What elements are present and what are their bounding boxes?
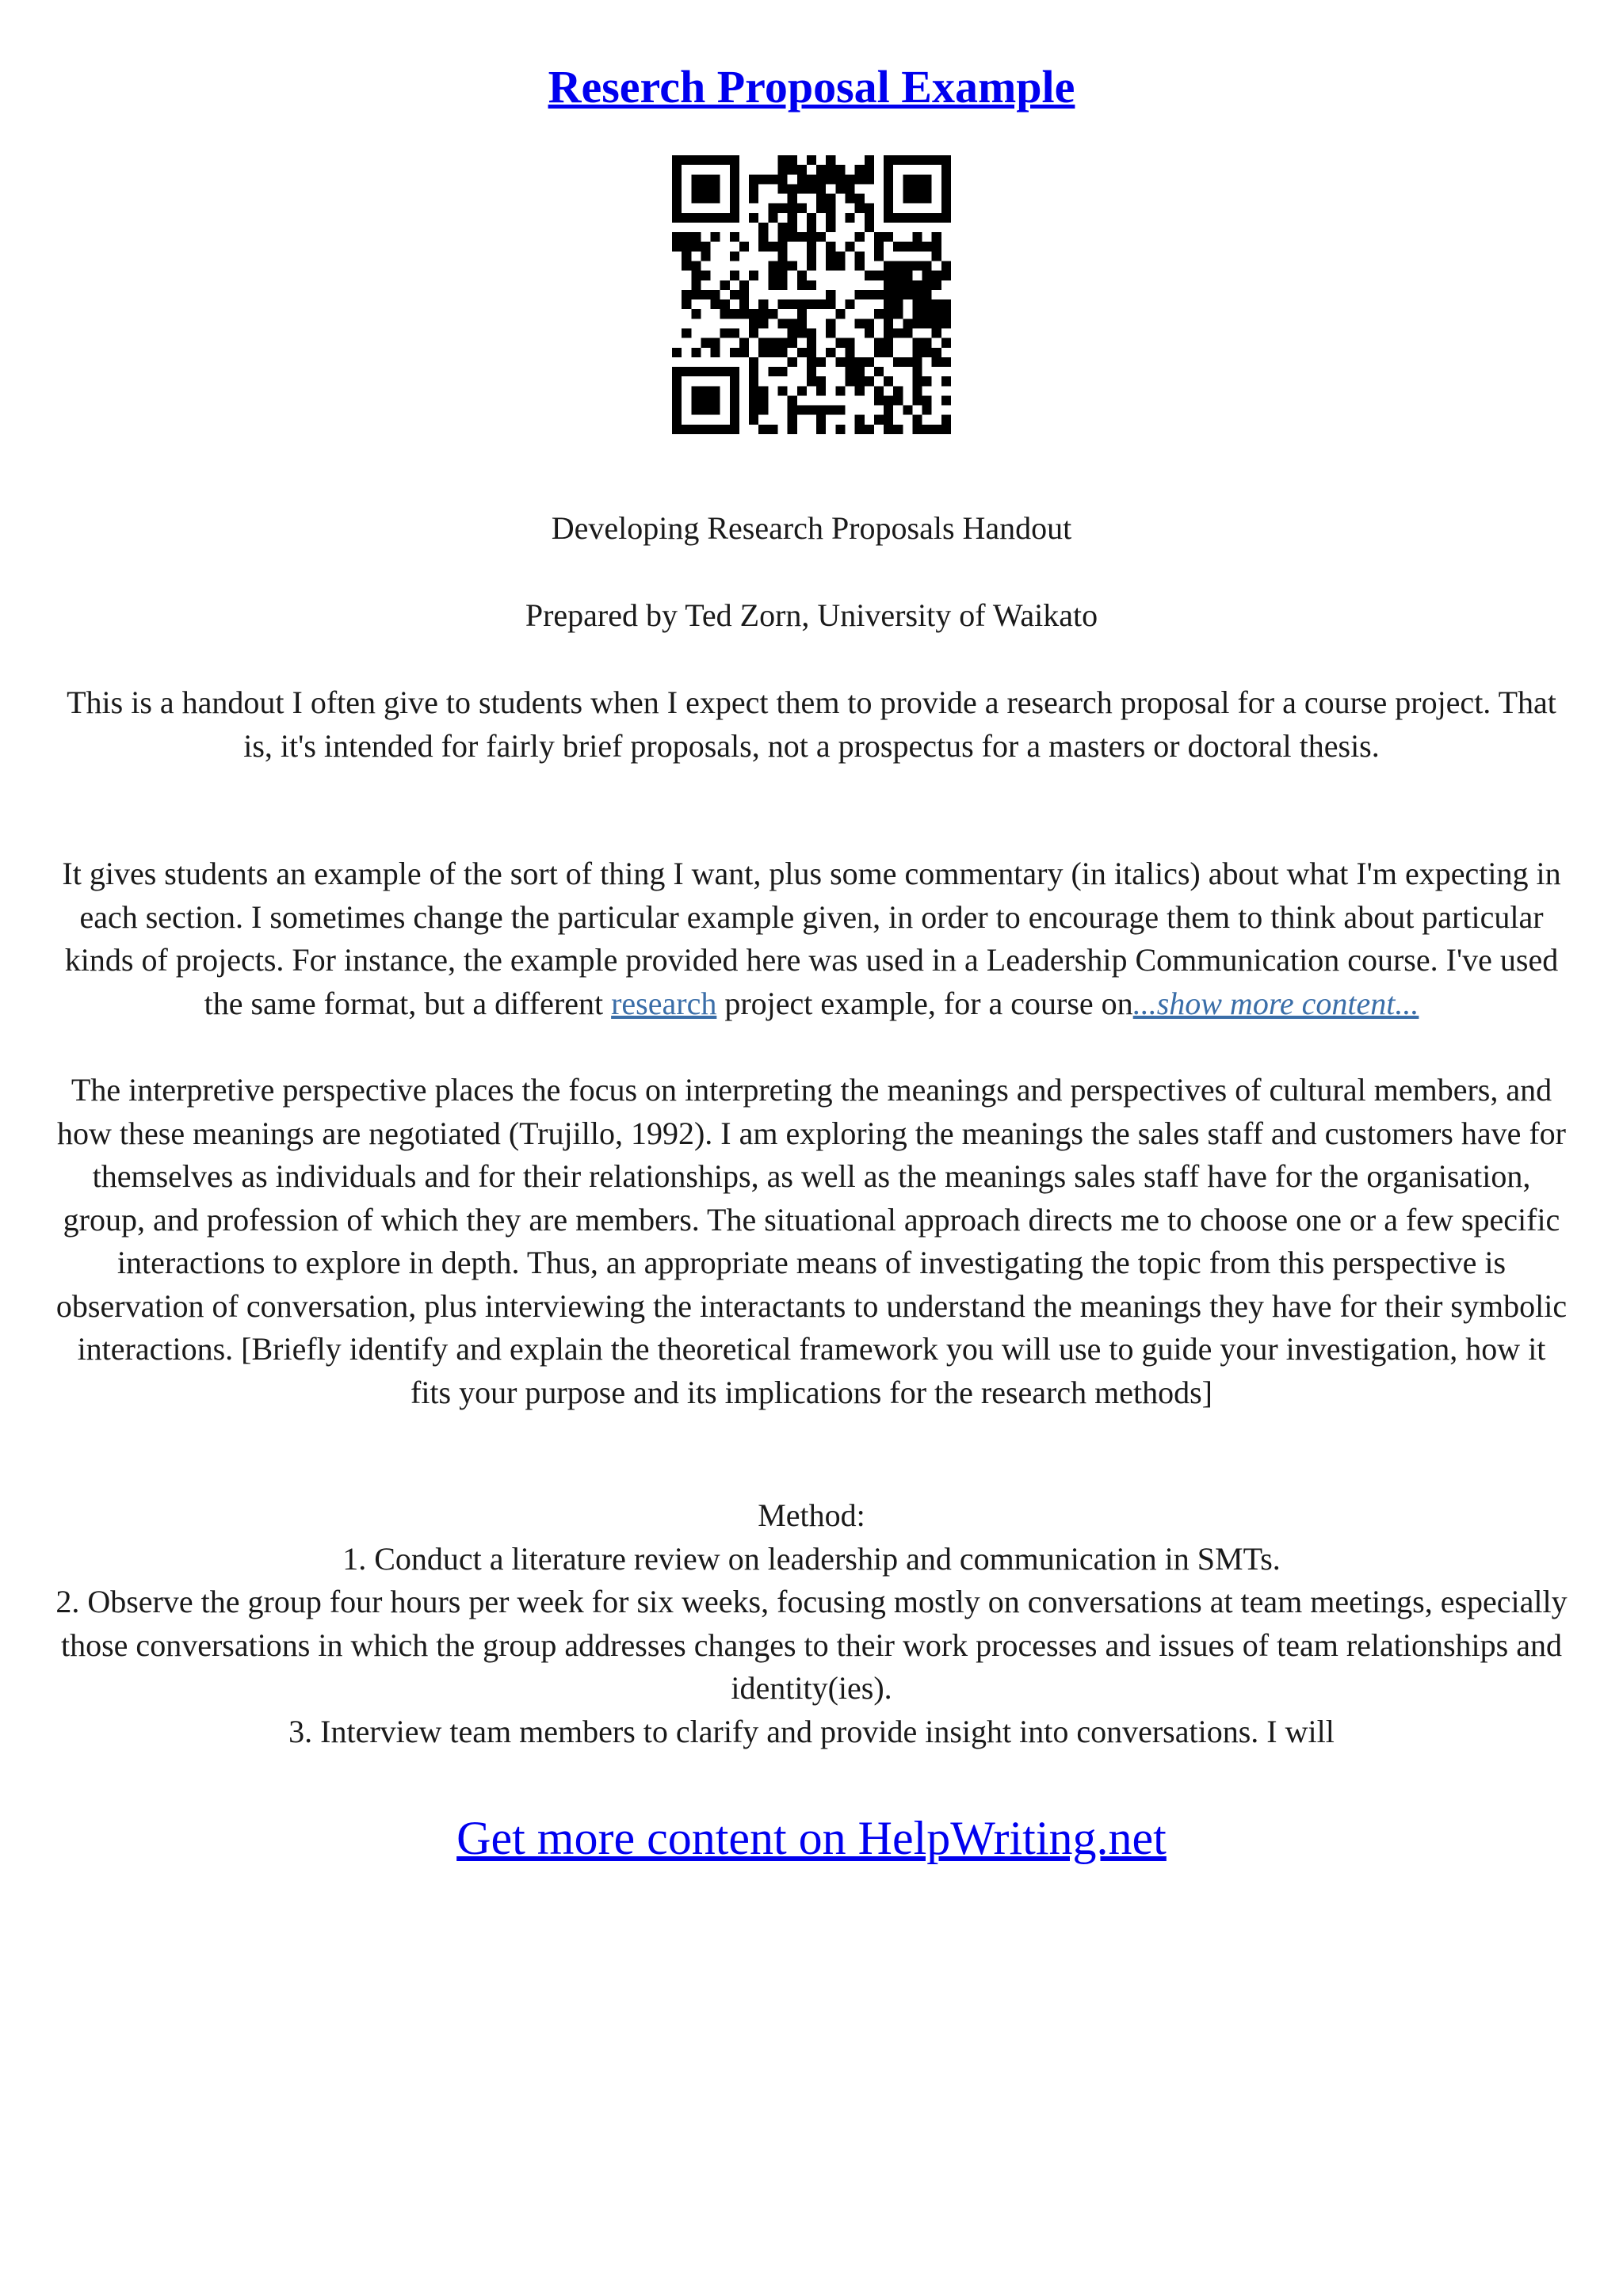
method-item: 3. Interview team members to clarify and provide insight into conversations. I will [288, 1713, 1335, 1749]
theory-paragraph: The interpretive perspective places the focus on interpreting the meanings and perspectives of cultural members, and how these meanings are negotiated (Trujillo, 1992). I am exploring the meanings the sales staff and customers have for themselves as individuals and for their relationships, as well as the meanings sales staff have for the organisation, group, and profession of which they are members. The situational approach directs me to choose one or a few specific interactions to explore in depth. Thus, an appropriate means of investigating the topic from this perspective is observation of conversation, plus interviewing the interactants to understand the meanings they have for their symbolic interactions. [Briefly identify and explain the theoretical framework you will use to guide your investigation, how it fits your purpose and its implications for the research methods] [55, 1072, 1568, 1410]
research-link[interactable]: research [611, 985, 717, 1021]
qr-code-icon [672, 155, 951, 434]
method-heading: Method: [758, 1497, 865, 1533]
method-item: 1. Conduct a literature review on leadership and communication in SMTs. [342, 1540, 1281, 1577]
prepared-by: Prepared by Ted Zorn, University of Waikato [525, 597, 1098, 633]
method-section [55, 1494, 1568, 1753]
document-title [0, 55, 1623, 119]
footer-cta [0, 1806, 1623, 1870]
method-item: 2. Observe the group four hours per week for six weeks, focusing mostly on conversations at team meetings, especially those conversations in which the group addresses changes to their work processes and issues of team relationships and identity(ies). [55, 1584, 1568, 1706]
paragraph-text-continued: project example, for a course on [716, 985, 1133, 1021]
title-link[interactable]: Reserch Proposal Example [548, 61, 1075, 113]
show-more-link[interactable]: ...show more content... [1132, 985, 1419, 1021]
paragraph-text: It gives students an example of the sort of thing I want, plus some commentary (in italics) about what I'm expecting in each section. I sometimes change the particular example given, in order to encourage them to think about particular kinds of projects. For instance, the example provided here was used in a Leadership Communication course. I've used the same format, but a different [62, 856, 1561, 1021]
intro-paragraph: This is a handout I often give to students when I expect them to provide a research proposal for a course project. That is, it's intended for fairly brief proposals, not a prospectus for a masters or doctoral thesis. [67, 685, 1556, 764]
second-paragraph [55, 852, 1568, 1025]
helpwriting-link[interactable]: Get more content on HelpWriting.net [456, 1812, 1167, 1864]
handout-subtitle: Developing Research Proposals Handout [551, 510, 1072, 546]
